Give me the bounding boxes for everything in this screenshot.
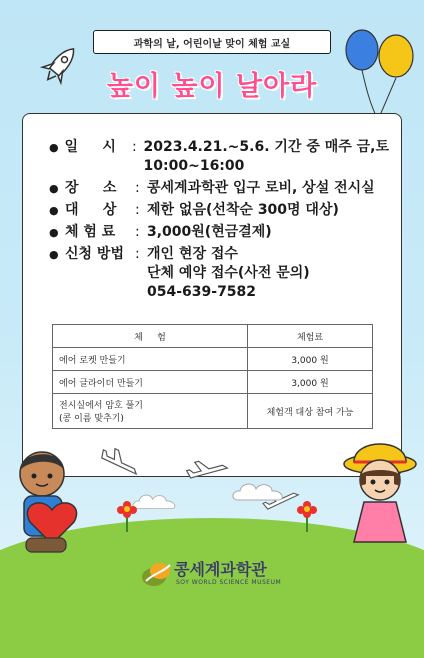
airplane-icon <box>96 448 142 484</box>
program-name: 전시실에서 암호 풀기 (콩 이름 맞추기) <box>53 394 248 429</box>
info-row-place: ● 장 소 : 콩세계과학관 입구 로비, 상설 전시실 <box>49 179 389 198</box>
info-label: 일 시 <box>64 139 116 155</box>
page-title: 높이 높이 날아라 <box>106 71 318 102</box>
event-banner: 과학의 날, 어린이날 맞이 체험 교실 <box>93 30 331 54</box>
bullet-icon: ● <box>49 204 59 217</box>
flower-icon <box>296 500 318 532</box>
info-value: 제한 없음(선착순 300명 대상) <box>147 202 339 218</box>
bullet-icon: ● <box>49 141 59 154</box>
boy-with-heart-illustration <box>6 440 96 560</box>
info-value: 콩세계과학관 입구 로비, 상설 전시실 <box>147 180 375 196</box>
info-value: 054-639-7582 <box>147 284 257 300</box>
info-value: 3,000원(현금결제) <box>147 224 272 240</box>
program-fee: 체험객 대상 참여 가능 <box>248 394 373 429</box>
table-header: 체 험 <box>53 325 248 348</box>
program-table <box>52 324 373 429</box>
bullet-icon: ● <box>49 248 59 261</box>
info-list <box>49 138 389 305</box>
info-label: 신청 방법 <box>65 246 124 262</box>
info-value: 개인 현장 접수 <box>147 246 238 262</box>
program-fee: 3,000 원 <box>248 348 373 371</box>
info-label: 대 상 <box>65 202 117 218</box>
info-row-target: ● 대 상 : 제한 없음(선착순 300명 대상) <box>49 201 389 220</box>
flower-icon <box>116 500 138 532</box>
info-row-fee: ● 체 험 료 : 3,000원(현금결제) <box>49 223 389 242</box>
table-header-row <box>53 325 373 348</box>
info-row-date: ● 일 시 : 2023.4.21.~5.6. 기간 중 매주 금,토 10:00~16:00 <box>49 139 390 174</box>
info-label: 체 험 료 <box>65 224 116 240</box>
info-label: 장 소 <box>65 180 117 196</box>
museum-name-english: SOY WORLD SCIENCE MUSEUM <box>176 579 282 586</box>
info-value: 10:00~16:00 <box>143 158 245 174</box>
table-header: 체험료 <box>248 325 373 348</box>
info-value: 단체 예약 접수(사전 문의) <box>147 265 310 281</box>
program-name: 에어 글라이더 만들기 <box>53 371 248 394</box>
table-row <box>53 394 373 429</box>
museum-name: 콩세계과학관 <box>174 560 267 579</box>
info-card <box>22 113 402 477</box>
program-fee: 3,000 원 <box>248 371 373 394</box>
table-row <box>53 371 373 394</box>
logo-mark-icon <box>140 559 172 589</box>
bullet-icon: ● <box>49 182 59 195</box>
info-value: 2023.4.21.~5.6. 기간 중 매주 금,토 <box>143 139 390 155</box>
cloud-icon <box>230 478 290 504</box>
table-row <box>53 348 373 371</box>
bullet-icon: ● <box>49 226 59 239</box>
museum-logo <box>140 555 300 591</box>
girl-illustration <box>340 432 424 552</box>
airplane-icon <box>186 455 232 491</box>
info-row-apply: ● 신청 방법 : 개인 현장 접수 단체 예약 접수(사전 문의) 054-639-7582 <box>49 245 389 302</box>
program-name: 에어 로켓 만들기 <box>53 348 248 371</box>
